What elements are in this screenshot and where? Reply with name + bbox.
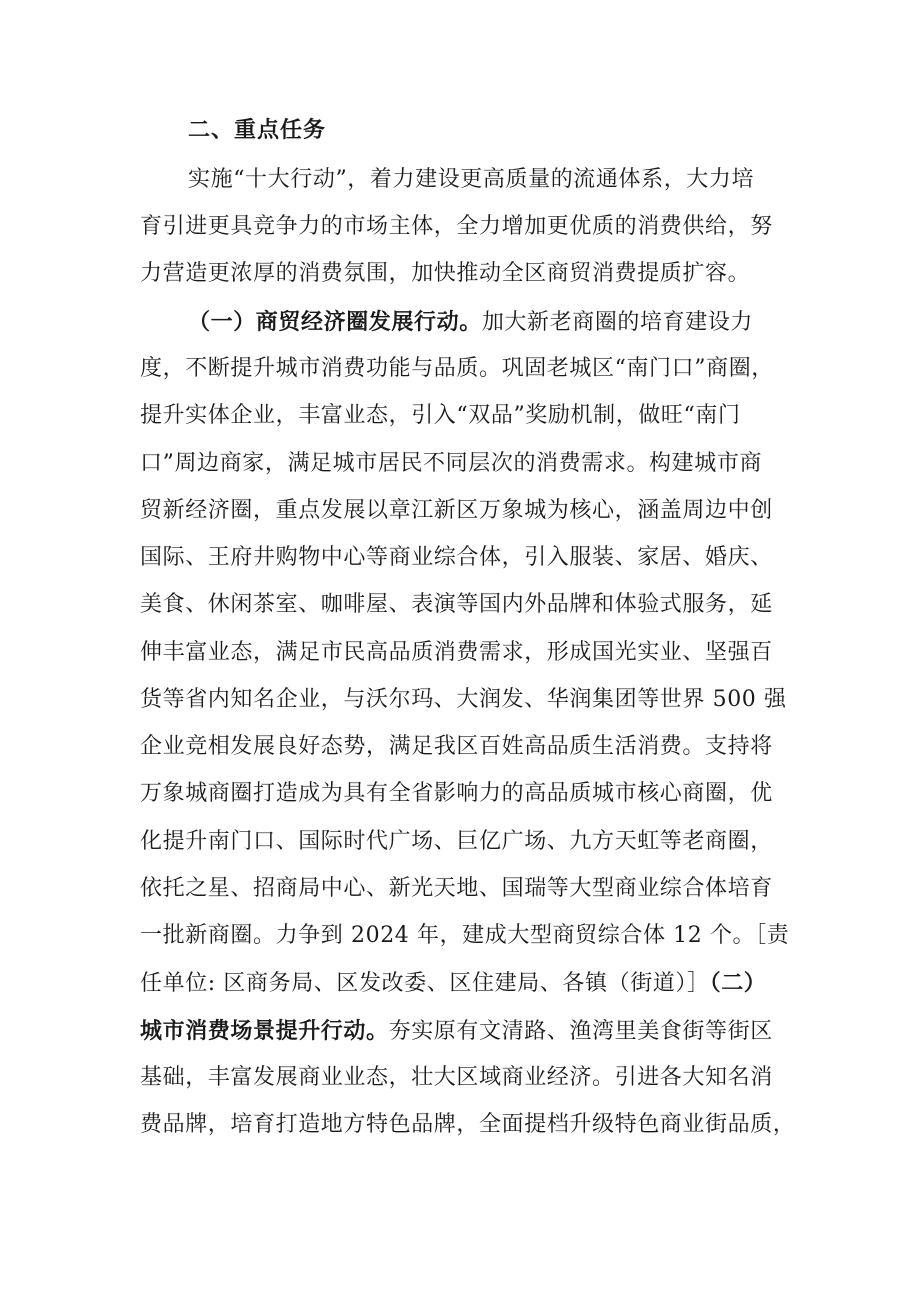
action1-line-4: 贸新经济圈，重点发展以章江新区万象城为核心，涵盖周边中创 [140, 498, 773, 523]
action1-line-12: 依托之星、招商局中心、新光天地、国瑞等大型商业综合体培育 [140, 876, 773, 901]
action1-line-6: 美食、休闲茶室、咖啡屋、表演等国内外品牌和体验式服务，延 [140, 592, 773, 617]
action2-title: 城市消费场景提升行动。 [140, 1018, 389, 1044]
action1-line-1: 度，不断提升城市消费功能与品质。巩固老城区“南门口”商圈， [140, 356, 774, 381]
action2-title-number: （二） [709, 970, 767, 996]
action1-line-7: 伸丰富业态，满足市民高品质消费需求，形成国光实业、坚强百 [140, 640, 773, 665]
intro-line-2: 育引进更具竞争力的市场主体，全力增加更优质的消费供给，努 [140, 214, 773, 239]
action1-first-line-text: 加大新老商圈的培育建设力 [481, 310, 754, 335]
action2-line-2: 费品牌，培育打造地方特色品牌，全面提档升级特色商业街品质， [140, 1112, 796, 1137]
intro-line-3: 力营造更浓厚的消费氛围，加快推动全区商贸消费提质扩容。 [140, 261, 751, 286]
section-heading: 二、重点任务 [188, 117, 327, 143]
action2-line-1: 基础，丰富发展商业业态，壮大区域商业经济。引进各大知名消 [140, 1065, 773, 1090]
action1-line-5: 国际、王府井购物中心等商业综合体，引入服装、家居、婚庆、 [140, 545, 773, 570]
intro-line-1: 实施“十大行动”，着力建设更高质量的流通体系，大力培 [188, 167, 755, 192]
action1-line-13: 一批新商圈。力争到 2024 年，建成大型商贸综合体 12 个。［责 [140, 923, 790, 948]
action1-line-3: 口”周边商家，满足城市居民不同层次的消费需求。构建城市商 [140, 451, 763, 476]
action1-responsibility-line [140, 967, 766, 999]
action1-first-line [188, 306, 753, 338]
action1-line-11: 化提升南门口、国际时代广场、巨亿广场、九方天虹等老商圈， [140, 829, 773, 854]
action1-responsibility: 任单位: 区商务局、区发改委、区住建局、各镇（街道）］ [140, 971, 710, 996]
action1-title: （一）商贸经济圈发展行动。 [188, 309, 482, 335]
action1-line-8: 货等省内知名企业，与沃尔玛、大润发、华润集团等世界 500 强 [140, 687, 787, 712]
action1-line-9: 企业竞相发展良好态势，满足我区百姓高品质生活消费。支持将 [140, 734, 773, 759]
action2-first-line-text: 夯实原有文清路、渔湾里美食街等街区 [388, 1019, 773, 1044]
action1-line-2: 提升实体企业，丰富业态，引入“双品”奖励机制，做旺“南门 [140, 403, 741, 428]
action1-line-10: 万象城商圈打造成为具有全省影响力的高品质城市核心商圈，优 [140, 781, 773, 806]
action2-first-line [140, 1015, 773, 1047]
